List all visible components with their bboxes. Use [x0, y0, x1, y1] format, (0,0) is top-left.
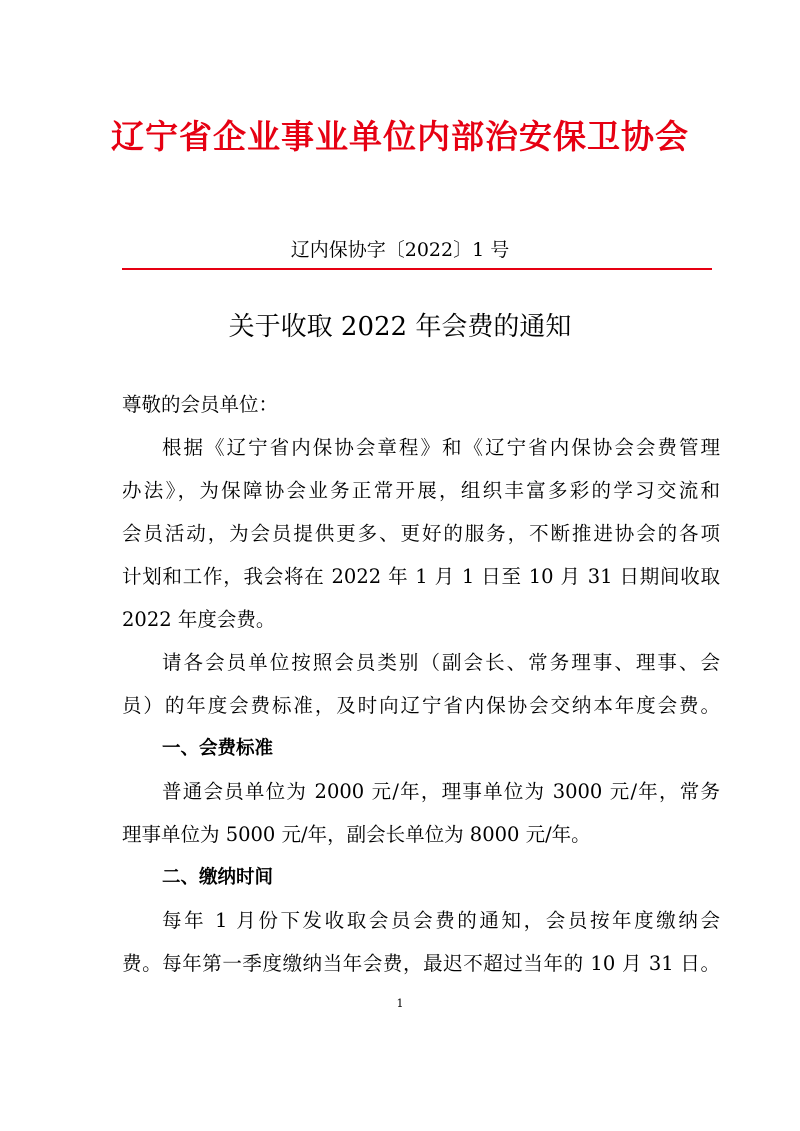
paragraph-line: 员）的年度会费标准，及时向辽宁省内保协会交纳本年度会费。 — [122, 694, 720, 717]
paragraph-line: 2022 年度会费。 — [122, 608, 276, 631]
section-heading-payment-time: 二、缴纳时间 — [162, 867, 274, 888]
paragraph-line: 费。每年第一季度缴纳当年会费，最迟不超过当年的 10 月 31 日。 — [122, 952, 720, 975]
paragraph-line: 根据《辽宁省内保协会章程》和《辽宁省内保协会会费管理 — [162, 436, 720, 459]
organization-title: 辽宁省企业事业单位内部治安保卫协会 — [111, 117, 689, 156]
notice-body — [122, 383, 720, 985]
salutation: 尊敬的会员单位： — [122, 393, 279, 416]
notice-title: 关于收取 2022 年会费的通知 — [228, 312, 572, 342]
document-number: 辽内保协字〔2022〕1 号 — [290, 239, 510, 261]
paragraph-line: 请各会员单位按照会员类别（副会长、常务理事、理事、会 — [162, 651, 720, 674]
paragraph-line: 会员活动，为会员提供更多、更好的服务，不断推进协会的各项 — [122, 522, 720, 545]
paragraph-line: 办法》，为保障协会业务正常开展，组织丰富多彩的学习交流和 — [122, 479, 720, 502]
red-divider-line — [122, 268, 712, 270]
paragraph-line: 理事单位为 5000 元/年，副会长单位为 8000 元/年。 — [122, 823, 591, 846]
section-heading-fee-standard: 一、会费标准 — [162, 738, 274, 759]
paragraph-line: 普通会员单位为 2000 元/年，理事单位为 3000 元/年，常务 — [162, 780, 720, 803]
paragraph-line: 每年 1 月份下发收取会员会费的通知，会员按年度缴纳会 — [162, 909, 720, 932]
paragraph-line: 计划和工作，我会将在 2022 年 1 月 1 日至 10 月 31 日期间收取 — [122, 565, 720, 588]
page-number: 1 — [396, 997, 404, 1010]
